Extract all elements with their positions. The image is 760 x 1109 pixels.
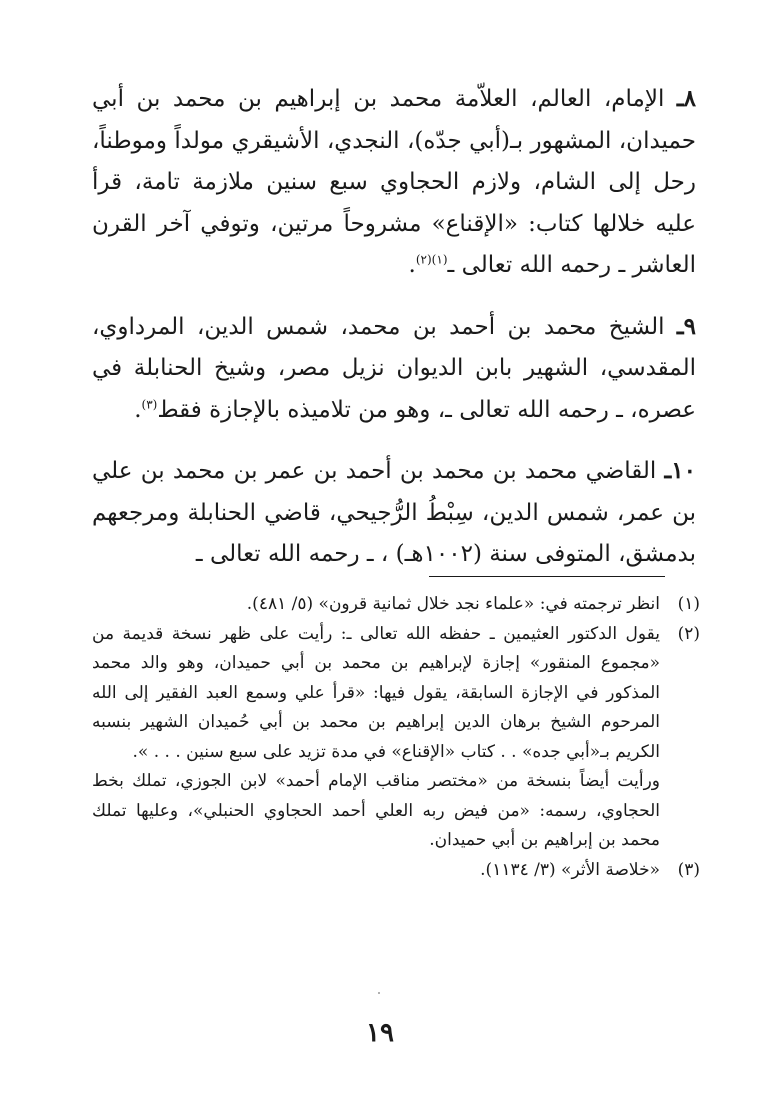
footnote-mark: (١) xyxy=(677,594,700,614)
entry-text: القاضي محمد بن محمد بن أحمد بن عمر بن محمد بن علي بن عمر، شمس الدين، سِبْطُ الرُّجيحي، قاضي الحنابلة ومرجعهم بدمشق، المتوفى سنة (١٠٠٢هـ) ، ـ رحمه الله تعالى ـ xyxy=(92,458,696,567)
footnote-reference: (٣) xyxy=(141,396,158,411)
footnote-mark: (٢) xyxy=(677,623,700,644)
entry-number: ١٠ـ xyxy=(664,457,696,484)
entry-text: الإمام، العالم، العلاّمة محمد بن إبراهيم بن محمد بن أبي حميدان، المشهور بـ(أبي جدّه)، النجدي، الأشيقري مولداً وموطناً، رحل إلى الشام، ولازم الحجاوي سبع سنين ملازمة تامة، قرأ عليه خلالها كتاب: «الإقناع» مشروحاً مرتين، وتوفي آخر القرن العاشر ـ رحمه الله تعالى ـ xyxy=(92,86,696,278)
main-text xyxy=(92,78,696,595)
footnote-2 xyxy=(92,620,700,768)
footnote-1 xyxy=(92,590,700,620)
footnote-text: انظر ترجمته في: «علماء نجد خلال ثمانية قرون» (٥/ ٤٨١). xyxy=(246,594,660,614)
page-number: ١٩ xyxy=(366,1018,394,1048)
footnote-text: يقول الدكتور العثيمين ـ حفظه الله تعالى ـ: رأيت على ظهر نسخة قديمة من «مجموع المنقور» إجازة لإبراهيم بن محمد بن أبي حميدان، وهو والد محمد المذكور في الإجازة السابقة، يقول فيها: «قرأ علي وسمع العبد الفقير إلى الله المرحوم الشيخ برهان الدين إبراهيم بن محمد بن أبي حُميدان الشهير بنسبه الكريم بـ«أبي جده» . . كتاب «الإقناع» في مدة تزيد على سبع سنين . . . ». xyxy=(92,623,660,762)
entry-8 xyxy=(92,78,696,287)
entry-10 xyxy=(92,450,696,576)
entry-tail: . xyxy=(134,396,142,423)
footnote-3 xyxy=(92,856,700,886)
entry-text: الشيخ محمد بن أحمد بن محمد، شمس الدين، المرداوي، المقدسي، الشهير بابن الديوان نزيل مصر، وشيخ الحنابلة في عصره، ـ رحمه الله تعالى ـ، وهو من تلاميذه بالإجازة فقط xyxy=(92,313,696,423)
entry-9 xyxy=(92,306,696,432)
entry-tail: . xyxy=(408,252,416,278)
footnote-text: «خلاصة الأثر» (٣/ ١١٣٤). xyxy=(480,859,660,880)
footnote-separator xyxy=(429,576,665,577)
footnote-reference: (١)(٢) xyxy=(415,252,448,267)
footnotes xyxy=(92,590,700,885)
footnote-mark: (٣) xyxy=(677,859,700,880)
entry-number: ٨ـ xyxy=(676,85,696,112)
footnote-2-continuation: ورأيت أيضاً بنسخة من «مختصر مناقب الإمام أحمد» لابن الجوزي، تملك بخط الحجاوي، رسمه: «من فيض ربه العلي أحمد الحجاوي الحنبلي»، وعليها تملك محمد بن إبراهيم بن أبي حميدان. xyxy=(92,771,660,850)
entry-number: ٩ـ xyxy=(676,312,696,340)
paper-speck xyxy=(378,992,380,994)
